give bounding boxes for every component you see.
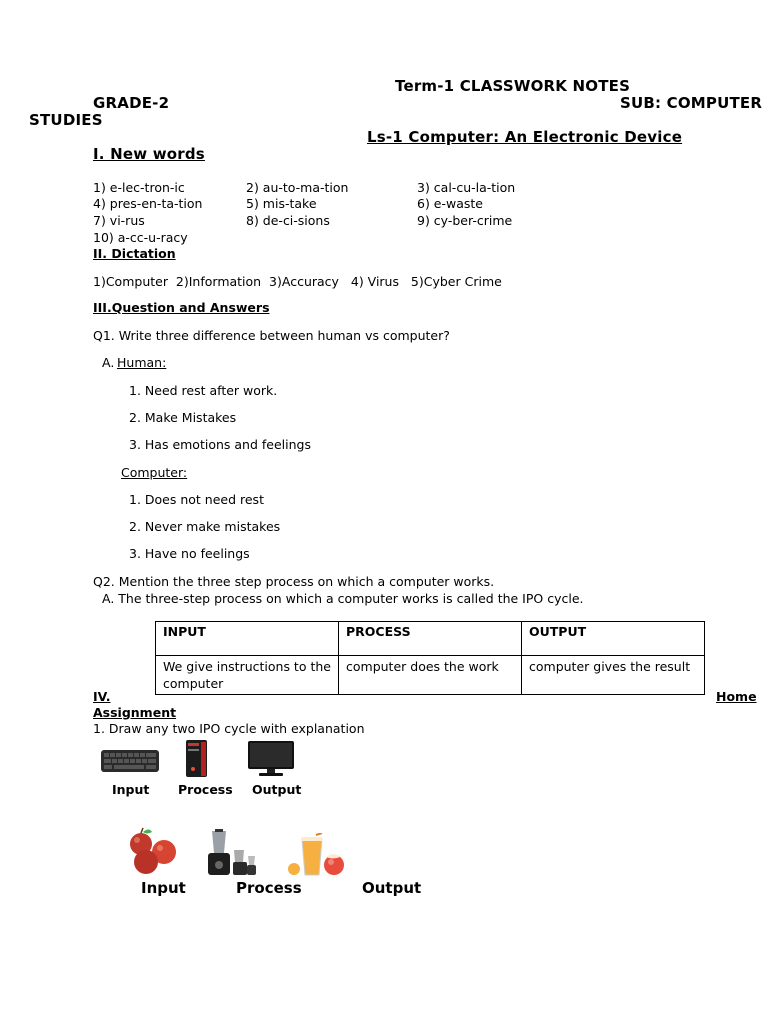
diagram2-label-process: Process <box>236 879 302 897</box>
human-point: 1. Need rest after work. <box>129 383 278 398</box>
word-item: 2) au-to-ma-tion <box>246 180 349 195</box>
diagram2-label-input: Input <box>141 879 186 897</box>
table-header-cell: PROCESS <box>339 622 522 656</box>
new-words-heading: I. New words <box>93 145 205 163</box>
word-item: 1) e-lec-tron-ic <box>93 180 185 195</box>
word-item: 5) mis-take <box>246 196 317 211</box>
computer-point: 2. Never make mistakes <box>129 519 281 534</box>
word-item: 7) vi-rus <box>93 213 145 228</box>
home-assignment-heading-right: Home <box>716 689 757 704</box>
monitor-icon <box>247 740 295 782</box>
word-item: 6) e-waste <box>417 196 483 211</box>
juice-glass-icon <box>284 833 350 883</box>
word-item: 10) a-cc-u-racy <box>93 230 188 245</box>
home-assignment-heading-cont: Assignment <box>93 705 177 720</box>
table-header-cell: INPUT <box>156 622 339 656</box>
question-1: Q1. Write three difference between human vs computer? <box>93 328 450 343</box>
assignment-task: 1. Draw any two IPO cycle with explanation <box>93 721 365 736</box>
dictation-heading: II. Dictation <box>93 246 176 261</box>
word-item: 8) de-ci-sions <box>246 213 330 228</box>
ipo-table <box>155 621 705 695</box>
subject-continued: STUDIES <box>29 111 103 129</box>
keyboard-icon <box>100 747 160 779</box>
qa-heading: III.Question and Answers <box>93 300 270 315</box>
table-row <box>156 656 705 695</box>
human-label: Human: <box>117 355 167 370</box>
grade-label: GRADE-2 <box>93 94 170 112</box>
apples-icon <box>124 826 182 880</box>
table-cell: We give instructions to the computer <box>156 656 339 695</box>
computer-label: Computer: <box>121 465 188 480</box>
word-item: 9) cy-ber-crime <box>417 213 513 228</box>
diagram1-label-output: Output <box>252 782 302 797</box>
mixer-grinder-icon <box>204 828 258 882</box>
computer-point: 3. Have no feelings <box>129 546 250 561</box>
subject-label: SUB: COMPUTER <box>620 94 763 112</box>
word-item: 3) cal-cu-la-tion <box>417 180 516 195</box>
word-item: 4) pres-en-ta-tion <box>93 196 203 211</box>
table-header-row <box>156 622 705 656</box>
computer-point: 1. Does not need rest <box>129 492 264 507</box>
table-cell: computer gives the result <box>522 656 705 695</box>
human-point: 3. Has emotions and feelings <box>129 437 311 452</box>
diagram2-label-output: Output <box>362 879 422 897</box>
cpu-tower-icon <box>184 739 210 783</box>
diagram1-label-process: Process <box>178 782 233 797</box>
table-header-cell: OUTPUT <box>522 622 705 656</box>
answer-prefix: A. <box>102 355 115 370</box>
diagram1-label-input: Input <box>112 782 150 797</box>
human-point: 2. Make Mistakes <box>129 410 237 425</box>
home-assignment-heading-left: IV. <box>93 689 111 704</box>
lesson-title: Ls-1 Computer: An Electronic Device <box>367 128 683 146</box>
table-cell: computer does the work <box>339 656 522 695</box>
answer-2: A. The three-step process on which a computer works is called the IPO cycle. <box>102 591 584 606</box>
dictation-line: 1)Computer 2)Information 3)Accuracy 4) Virus 5)Cyber Crime <box>93 274 502 289</box>
term-title: Term-1 CLASSWORK NOTES <box>395 77 631 95</box>
question-2: Q2. Mention the three step process on which a computer works. <box>93 574 495 589</box>
